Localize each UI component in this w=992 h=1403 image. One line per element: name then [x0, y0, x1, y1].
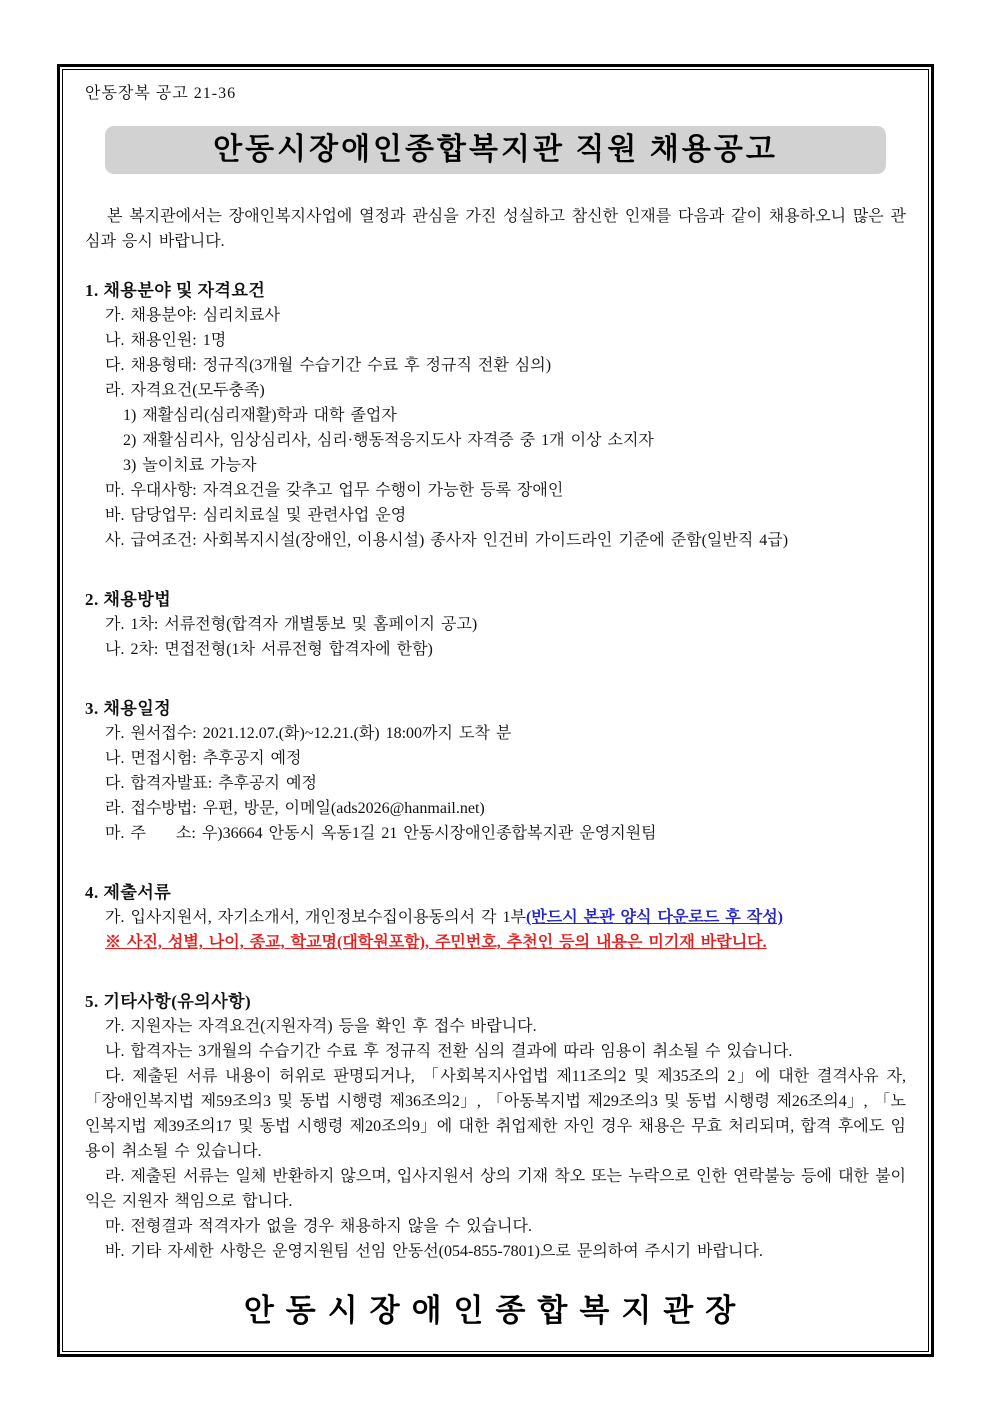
- doc-line: [85, 428, 906, 453]
- document-section: [85, 696, 906, 846]
- doc-line: [85, 528, 906, 553]
- red-emphasis-text: ※ 사진, 성별, 나이, 종교, 학교명(대학원포함), 주민번호, 추천인 등의 내용은 미기재 바랍니다.: [105, 934, 767, 951]
- text-run: 라. 제출된 서류는 일체 반환하지 않으며, 입사지원서 상의 기재 착오 또는 누락으로 인한 연락불능 등에 대한 불이익은 지원자 책임으로 합니다.: [85, 1168, 906, 1210]
- text-run: 라. 자격요건(모두충족): [105, 382, 265, 399]
- document-section: [85, 880, 906, 955]
- doc-line: [85, 378, 906, 403]
- doc-line: [85, 1014, 906, 1039]
- text-run: 가. 채용분야: 심리치료사: [105, 307, 281, 324]
- doc-line: [85, 1064, 906, 1164]
- doc-line: [85, 637, 906, 662]
- text-run: 나. 2차: 면접전형(1차 서류전형 합격자에 한함): [105, 641, 433, 658]
- blue-emphasis-text: (반드시 본관 양식 다운로드 후 작성): [525, 909, 783, 926]
- text-run: 라. 접수방법: 우편, 방문, 이메일(ads2026@hanmail.net): [105, 800, 485, 817]
- doc-line: [85, 771, 906, 796]
- section-heading: 3. 채용일정: [85, 699, 172, 718]
- text-run: 다. 채용형태: 정규직(3개월 수습기간 수료 후 정규직 전환 심의): [105, 357, 552, 374]
- doc-line: [85, 721, 906, 746]
- doc-line: [85, 930, 906, 955]
- page-border-frame: [57, 64, 934, 1357]
- doc-line: [85, 796, 906, 821]
- section-heading: 5. 기타사항(유의사항): [85, 992, 252, 1011]
- text-run: 나. 채용인원: 1명: [105, 332, 227, 349]
- section-heading: 2. 채용방법: [85, 590, 172, 609]
- text-run: 사. 급여조건: 사회복지시설(장애인, 이용시설) 종사자 인건비 가이드라인 기준에 준함(일반직 4급): [105, 532, 789, 549]
- sections: [85, 278, 906, 1264]
- document-section: [85, 989, 906, 1264]
- doc-line: [85, 1239, 906, 1264]
- doc-line: [85, 746, 906, 771]
- text-run: 나. 합격자는 3개월의 수습기간 수료 후 정규직 전환 심의 결과에 따라 임용이 취소될 수 있습니다.: [105, 1043, 793, 1060]
- doc-line: [85, 303, 906, 328]
- intro-paragraph: 본 복지관에서는 장애인복지사업에 열정과 관심을 가진 성실하고 참신한 인재를 다음과 같이 채용하오니 많은 관심과 응시 바랍니다.: [85, 208, 906, 250]
- doc-line: [85, 353, 906, 378]
- text-run: 바. 담당업무: 심리치료실 및 관련사업 운영: [105, 507, 407, 524]
- text-run: 다. 제출된 서류 내용이 허위로 판명되거나, 「사회복지사업법 제11조의2 및 제35조의 2」에 대한 결격사유 자, 「장애인복지법 제59조의3 및 동법 시행령 제36조의2」, 「아동복지법 제29조의3 및 동법 시행령 제26조의4」, 「노인복지법 제39조의17 및 동법 시행령 제20조의9」에 대한 취업제한 자인 경우 채용은 무효 처리되며, 합격 후에도 임용이 취소될 수 있습니다.: [85, 1068, 906, 1160]
- text-run: 다. 합격자발표: 추후공지 예정: [105, 775, 317, 792]
- text-run: 나. 면접시험: 추후공지 예정: [105, 750, 302, 767]
- document-section: [85, 587, 906, 662]
- section-heading: 4. 제출서류: [85, 883, 172, 902]
- text-run: 2) 재활심리사, 임상심리사, 심리·행동적응지도사 자격증 중 1개 이상 소지자: [123, 432, 654, 449]
- doc-number: 안동장복 공고 21-36: [85, 85, 237, 102]
- text-run: 1) 재활심리(심리재활)학과 대학 졸업자: [123, 407, 397, 424]
- doc-line: [85, 1039, 906, 1064]
- text-run: 3) 놀이치료 가능자: [123, 457, 257, 474]
- text-run: 가. 입사지원서, 자기소개서, 개인정보수집이용동의서 각 1부: [105, 909, 526, 926]
- page-content-area: [62, 69, 929, 1352]
- document-section: [85, 278, 906, 553]
- section-heading: 1. 채용분야 및 자격요건: [85, 281, 266, 300]
- doc-line: [85, 503, 906, 528]
- doc-line: [85, 1164, 906, 1214]
- text-run: 가. 지원자는 자격요건(지원자격) 등을 확인 후 접수 바랍니다.: [105, 1018, 537, 1035]
- text-run: 마. 우대사항: 자격요건을 갖추고 업무 수행이 가능한 등록 장애인: [105, 482, 564, 499]
- document-title-banner: 안동시장애인종합복지관 직원 채용공고: [105, 126, 886, 174]
- doc-line: [85, 1214, 906, 1239]
- text-run: 마. 주 소: 우)36664 안동시 옥동1길 21 안동시장애인종합복지관 운영지원팀: [105, 825, 657, 842]
- doc-line: [85, 905, 906, 930]
- text-run: 가. 원서접수: 2021.12.07.(화)~12.21.(화) 18:00까지 도착 분: [105, 725, 512, 742]
- doc-line: [85, 403, 906, 428]
- issuer-signature: 안동시장애인종합복지관장: [243, 1293, 748, 1328]
- doc-line: [85, 612, 906, 637]
- text-run: 마. 전형결과 적격자가 없을 경우 채용하지 않을 수 있습니다.: [105, 1218, 532, 1235]
- doc-line: [85, 821, 906, 846]
- text-run: 가. 1차: 서류전형(합격자 개별통보 및 홈페이지 공고): [105, 616, 478, 633]
- doc-line: [85, 478, 906, 503]
- doc-line: [85, 328, 906, 353]
- doc-line: [85, 453, 906, 478]
- text-run: 바. 기타 자세한 사항은 운영지원팀 선임 안동선(054-855-7801)으로 문의하여 주시기 바랍니다.: [105, 1243, 763, 1260]
